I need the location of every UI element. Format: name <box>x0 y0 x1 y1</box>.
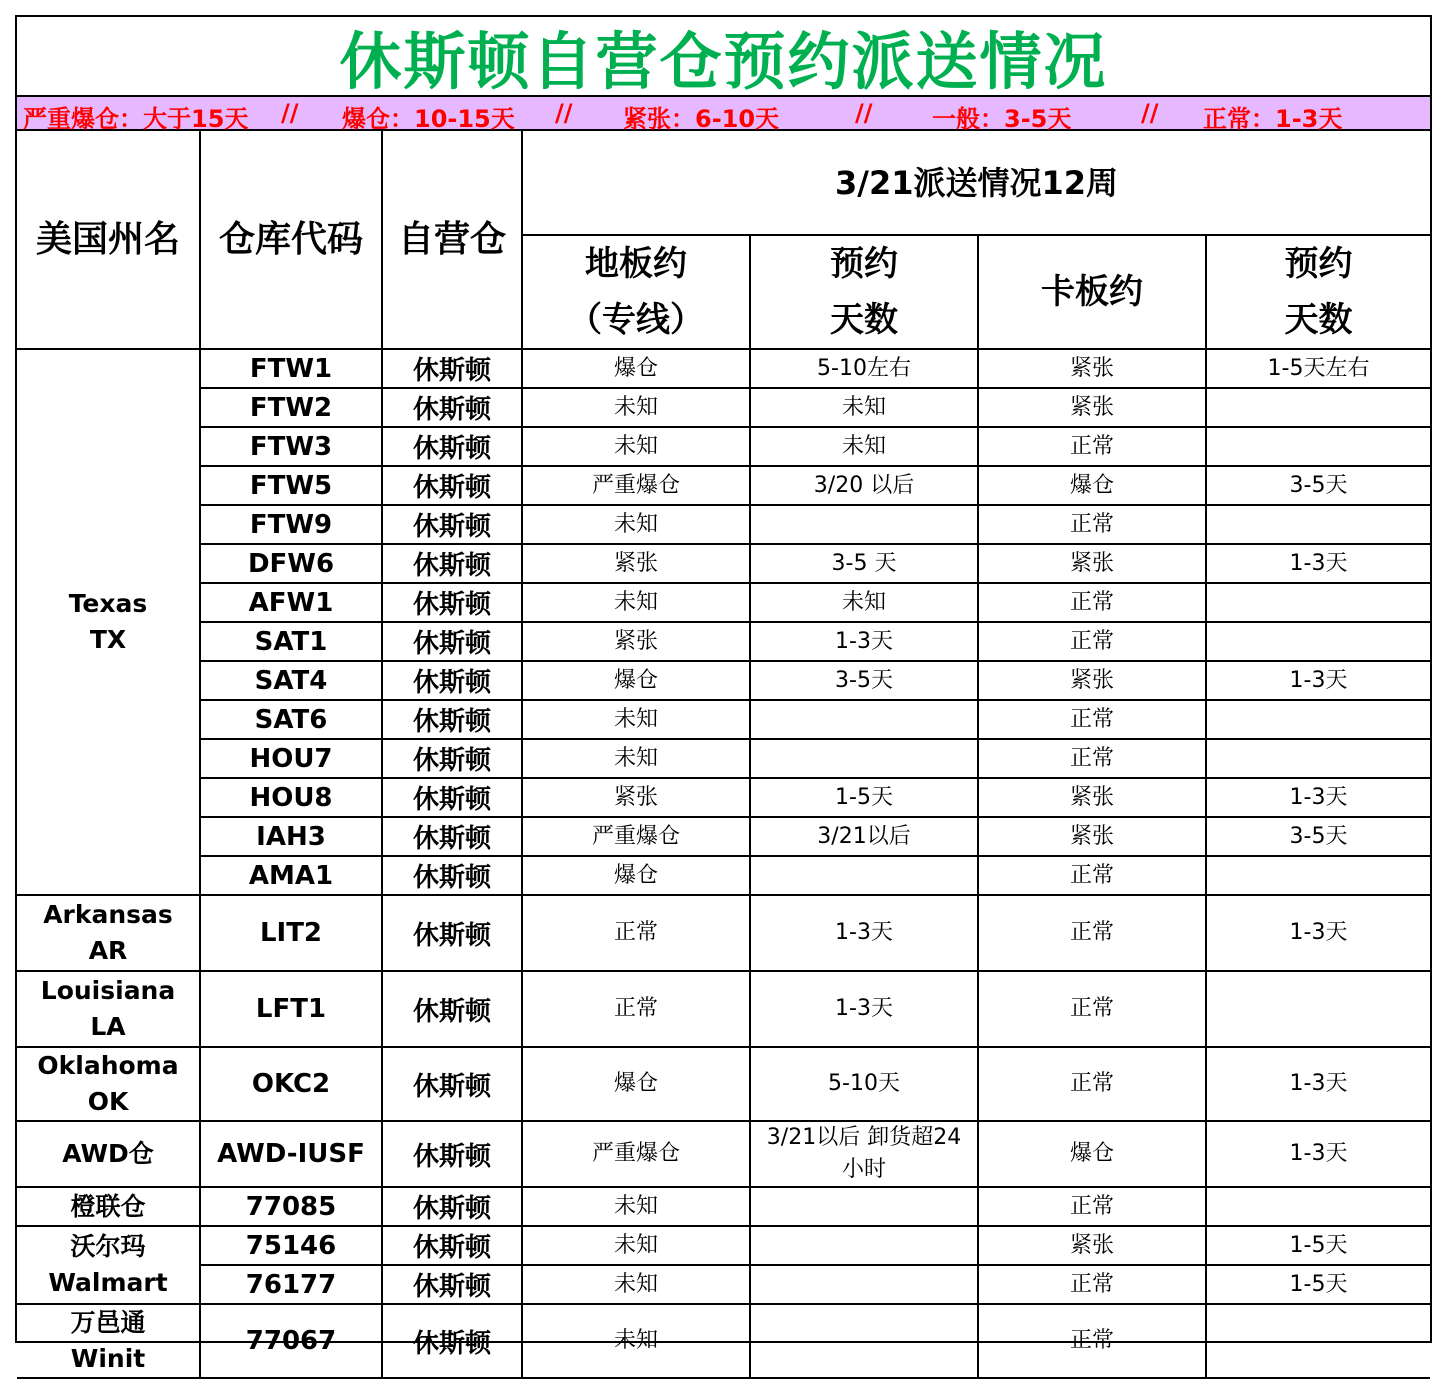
floor-days-cell <box>750 1304 978 1378</box>
pallet-status-cell: 正常 <box>978 1187 1206 1226</box>
pallet-days-cell <box>1206 583 1430 622</box>
floor-status-cell: 未知 <box>522 1226 750 1265</box>
delivery-table <box>17 131 1430 1379</box>
warehouse-code-cell: HOU7 <box>200 739 382 778</box>
state-abbr: TX <box>89 625 127 654</box>
warehouse-code-cell: FTW1 <box>200 349 382 388</box>
floor-status-cell: 未知 <box>522 1265 750 1304</box>
state-name: 橙联仓 <box>70 1191 146 1221</box>
state-name: 沃尔玛 <box>70 1232 146 1261</box>
warehouse-code-cell: DFW6 <box>200 544 382 583</box>
floor-days-cell: 3/21以后 卸货超24小时 <box>750 1121 978 1187</box>
warehouse-cell: 休斯顿 <box>382 661 522 700</box>
floor-days-cell: 未知 <box>750 583 978 622</box>
pallet-days-cell: 1-5天 <box>1206 1226 1430 1265</box>
warehouse-cell: 休斯顿 <box>382 856 522 895</box>
legend-overflow: 爆仓：10-15天 <box>342 105 515 133</box>
floor-days-cell <box>750 505 978 544</box>
table-row <box>17 622 1430 661</box>
state-cell <box>17 1047 200 1121</box>
floor-status-cell: 紧张 <box>522 622 750 661</box>
warehouse-cell: 休斯顿 <box>382 1265 522 1304</box>
pallet-status-cell: 正常 <box>978 739 1206 778</box>
state-abbr: AR <box>88 936 128 965</box>
pallet-status-cell: 正常 <box>978 856 1206 895</box>
pallet-status-cell: 紧张 <box>978 661 1206 700</box>
floor-status-cell: 严重爆仓 <box>522 1121 750 1187</box>
table-row <box>17 817 1430 856</box>
floor-days-cell <box>750 1265 978 1304</box>
warehouse-cell: 休斯顿 <box>382 466 522 505</box>
pallet-days-cell: 1-3天 <box>1206 895 1430 971</box>
pallet-status-cell: 正常 <box>978 505 1206 544</box>
pallet-status-cell: 紧张 <box>978 778 1206 817</box>
table-row <box>17 466 1430 505</box>
state-abbr: Winit <box>70 1344 146 1373</box>
floor-status-cell: 未知 <box>522 739 750 778</box>
state-name: Louisiana <box>40 976 176 1005</box>
state-name: Arkansas <box>43 900 173 929</box>
pallet-days-cell: 1-5天 <box>1206 1265 1430 1304</box>
pallet-status-cell: 正常 <box>978 583 1206 622</box>
floor-days-cell: 3-5天 <box>750 661 978 700</box>
pallet-status-cell: 正常 <box>978 895 1206 971</box>
floor-days-cell: 1-5天 <box>750 778 978 817</box>
pallet-days-cell: 1-3天 <box>1206 778 1430 817</box>
table-row <box>17 349 1430 388</box>
legend-normal: 正常：1-3天 <box>1203 105 1343 133</box>
warehouse-cell: 休斯顿 <box>382 544 522 583</box>
warehouse-cell: 休斯顿 <box>382 895 522 971</box>
pallet-days-cell <box>1206 971 1430 1047</box>
floor-status-cell: 正常 <box>522 971 750 1047</box>
state-cell <box>17 1121 200 1187</box>
pallet-status-cell: 正常 <box>978 1047 1206 1121</box>
floor-status-cell: 严重爆仓 <box>522 817 750 856</box>
state-cell <box>17 1226 200 1304</box>
warehouse-code-cell: AFW1 <box>200 583 382 622</box>
floor-status-cell: 未知 <box>522 505 750 544</box>
legend-bar <box>17 97 1430 131</box>
warehouse-code-cell: 77067 <box>200 1304 382 1378</box>
state-cell <box>17 349 200 895</box>
warehouse-code-cell: AWD-IUSF <box>200 1121 382 1187</box>
legend-separator: // <box>555 99 573 127</box>
warehouse-cell: 休斯顿 <box>382 1121 522 1187</box>
table-row <box>17 971 1430 1047</box>
table-row <box>17 583 1430 622</box>
header-warehouse: 自营仓 <box>382 131 522 349</box>
floor-status-cell: 未知 <box>522 427 750 466</box>
floor-status-cell: 严重爆仓 <box>522 466 750 505</box>
table-row <box>17 1265 1430 1304</box>
table-row <box>17 778 1430 817</box>
warehouse-code-cell: 75146 <box>200 1226 382 1265</box>
warehouse-code-cell: LFT1 <box>200 971 382 1047</box>
pallet-status-cell: 正常 <box>978 1265 1206 1304</box>
warehouse-cell: 休斯顿 <box>382 817 522 856</box>
warehouse-cell: 休斯顿 <box>382 349 522 388</box>
table-row <box>17 388 1430 427</box>
header-state: 美国州名 <box>17 131 200 349</box>
floor-days-cell: 3/21以后 <box>750 817 978 856</box>
sheet-title: 休斯顿自营仓预约派送情况 <box>17 17 1430 97</box>
floor-days-cell: 1-3天 <box>750 622 978 661</box>
floor-status-cell: 爆仓 <box>522 661 750 700</box>
floor-days-cell <box>750 1187 978 1226</box>
warehouse-code-cell: FTW2 <box>200 388 382 427</box>
floor-days-cell: 3-5 天 <box>750 544 978 583</box>
floor-days-cell <box>750 700 978 739</box>
warehouse-code-cell: 77085 <box>200 1187 382 1226</box>
pallet-status-cell: 爆仓 <box>978 1121 1206 1187</box>
legend-separator: // <box>1141 99 1159 127</box>
warehouse-cell: 休斯顿 <box>382 778 522 817</box>
table-row <box>17 1047 1430 1121</box>
table-row <box>17 895 1430 971</box>
floor-status-cell: 爆仓 <box>522 1047 750 1121</box>
state-cell <box>17 895 200 971</box>
table-row <box>17 427 1430 466</box>
pallet-days-cell: 3-5天 <box>1206 466 1430 505</box>
table-row <box>17 1304 1430 1378</box>
warehouse-cell: 休斯顿 <box>382 739 522 778</box>
warehouse-cell: 休斯顿 <box>382 1304 522 1378</box>
header-days-a: 预约 天数 <box>750 235 978 349</box>
pallet-days-cell <box>1206 1187 1430 1226</box>
header-period: 3/21派送情况12周 <box>522 131 1430 235</box>
pallet-days-cell <box>1206 388 1430 427</box>
pallet-status-cell: 正常 <box>978 971 1206 1047</box>
table-row <box>17 1121 1430 1187</box>
table-row <box>17 700 1430 739</box>
warehouse-cell: 休斯顿 <box>382 700 522 739</box>
table-row <box>17 505 1430 544</box>
floor-days-cell <box>750 739 978 778</box>
floor-days-cell: 未知 <box>750 388 978 427</box>
floor-status-cell: 未知 <box>522 583 750 622</box>
state-name: AWD仓 <box>62 1139 154 1168</box>
warehouse-cell: 休斯顿 <box>382 1226 522 1265</box>
floor-status-cell: 紧张 <box>522 778 750 817</box>
pallet-status-cell: 正常 <box>978 427 1206 466</box>
warehouse-code-cell: OKC2 <box>200 1047 382 1121</box>
floor-days-cell: 3/20 以后 <box>750 466 978 505</box>
pallet-status-cell: 紧张 <box>978 349 1206 388</box>
legend-separator: // <box>281 99 299 127</box>
warehouse-code-cell: AMA1 <box>200 856 382 895</box>
pallet-days-cell: 1-3天 <box>1206 1047 1430 1121</box>
pallet-days-cell <box>1206 739 1430 778</box>
floor-status-cell: 紧张 <box>522 544 750 583</box>
warehouse-code-cell: SAT1 <box>200 622 382 661</box>
pallet-status-cell: 正常 <box>978 700 1206 739</box>
pallet-days-cell: 1-5天左右 <box>1206 349 1430 388</box>
floor-status-cell: 爆仓 <box>522 856 750 895</box>
state-name: 万邑通 <box>70 1308 146 1337</box>
pallet-days-cell: 3-5天 <box>1206 817 1430 856</box>
header-code: 仓库代码 <box>200 131 382 349</box>
pallet-days-cell: 1-3天 <box>1206 661 1430 700</box>
legend-severe: 严重爆仓：大于15天 <box>23 105 249 133</box>
state-abbr: Walmart <box>48 1268 168 1297</box>
pallet-status-cell: 紧张 <box>978 544 1206 583</box>
state-name: Oklahoma <box>37 1051 179 1080</box>
pallet-days-cell: 1-3天 <box>1206 1121 1430 1187</box>
floor-status-cell: 爆仓 <box>522 349 750 388</box>
spreadsheet <box>15 15 1432 1373</box>
floor-status-cell: 未知 <box>522 388 750 427</box>
state-abbr: LA <box>90 1012 126 1041</box>
pallet-days-cell: 1-3天 <box>1206 544 1430 583</box>
warehouse-code-cell: HOU8 <box>200 778 382 817</box>
pallet-days-cell <box>1206 622 1430 661</box>
warehouse-cell: 休斯顿 <box>382 583 522 622</box>
floor-days-cell: 1-3天 <box>750 971 978 1047</box>
state-cell <box>17 1304 200 1378</box>
legend-normal-ish: 一般：3-5天 <box>932 105 1072 133</box>
floor-days-cell: 5-10天 <box>750 1047 978 1121</box>
legend-tight: 紧张：6-10天 <box>623 105 780 133</box>
header-days-b: 预约 天数 <box>1206 235 1430 349</box>
warehouse-code-cell: IAH3 <box>200 817 382 856</box>
warehouse-cell: 休斯顿 <box>382 1047 522 1121</box>
warehouse-cell: 休斯顿 <box>382 427 522 466</box>
warehouse-code-cell: FTW3 <box>200 427 382 466</box>
warehouse-code-cell: SAT4 <box>200 661 382 700</box>
pallet-status-cell: 紧张 <box>978 388 1206 427</box>
header-floor: 地板约 （专线） <box>522 235 750 349</box>
pallet-status-cell: 正常 <box>978 1304 1206 1378</box>
pallet-days-cell <box>1206 1304 1430 1378</box>
pallet-status-cell: 正常 <box>978 622 1206 661</box>
floor-status-cell: 正常 <box>522 895 750 971</box>
floor-days-cell: 未知 <box>750 427 978 466</box>
pallet-days-cell <box>1206 856 1430 895</box>
floor-days-cell <box>750 856 978 895</box>
warehouse-code-cell: 76177 <box>200 1265 382 1304</box>
pallet-days-cell <box>1206 700 1430 739</box>
warehouse-cell: 休斯顿 <box>382 1187 522 1226</box>
table-row <box>17 856 1430 895</box>
pallet-status-cell: 爆仓 <box>978 466 1206 505</box>
pallet-days-cell <box>1206 505 1430 544</box>
warehouse-code-cell: LIT2 <box>200 895 382 971</box>
warehouse-code-cell: FTW9 <box>200 505 382 544</box>
pallet-days-cell <box>1206 427 1430 466</box>
floor-status-cell: 未知 <box>522 1304 750 1378</box>
floor-status-cell: 未知 <box>522 700 750 739</box>
table-row <box>17 1226 1430 1265</box>
warehouse-cell: 休斯顿 <box>382 388 522 427</box>
state-cell <box>17 1187 200 1226</box>
warehouse-cell: 休斯顿 <box>382 622 522 661</box>
warehouse-cell: 休斯顿 <box>382 505 522 544</box>
state-cell <box>17 971 200 1047</box>
table-row <box>17 544 1430 583</box>
warehouse-code-cell: FTW5 <box>200 466 382 505</box>
table-row <box>17 661 1430 700</box>
pallet-status-cell: 紧张 <box>978 817 1206 856</box>
floor-status-cell: 未知 <box>522 1187 750 1226</box>
pallet-status-cell: 紧张 <box>978 1226 1206 1265</box>
floor-days-cell <box>750 1226 978 1265</box>
state-name: Texas <box>68 589 148 618</box>
table-row <box>17 739 1430 778</box>
warehouse-code-cell: SAT6 <box>200 700 382 739</box>
header-pallet: 卡板约 <box>978 235 1206 349</box>
warehouse-cell: 休斯顿 <box>382 971 522 1047</box>
state-abbr: OK <box>87 1087 129 1116</box>
legend-separator: // <box>855 99 873 127</box>
floor-days-cell: 1-3天 <box>750 895 978 971</box>
table-row <box>17 1187 1430 1226</box>
floor-days-cell: 5-10左右 <box>750 349 978 388</box>
